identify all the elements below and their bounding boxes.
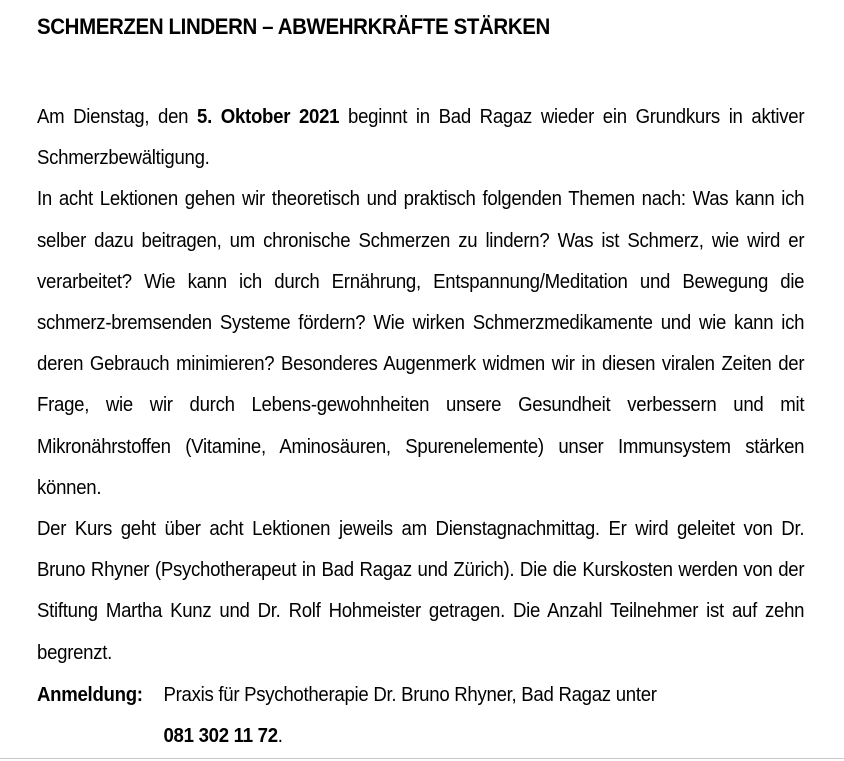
registration-label: Anmeldung: <box>37 684 143 706</box>
intro-paragraph <box>37 97 804 179</box>
registration-phone-line <box>163 716 282 757</box>
course-paragraph: Der Kurs geht über acht Lektionen jeweils am Dienstagnachmittag. Er wird geleitet von Dr. Bruno Rhyner (Psychotherapeut in Bad Ragaz und Zürich). Die die Kurskosten werden von der Stiftung Martha Kunz und Dr. Rolf Hohmeister getragen. Die Anzahl Teilnehmer ist auf zehn begrenzt. <box>37 518 805 664</box>
intro-after-date: beginnt in Bad Ragaz wieder ein Grundkurs in aktiver Schmerzbewältigung. <box>37 106 805 170</box>
course-start-date: 5. Oktober 2021 <box>197 106 340 128</box>
document-body <box>37 97 804 674</box>
registration-text: Praxis für Psychotherapie Dr. Bruno Rhyner, Bad Ragaz unter <box>163 684 657 706</box>
page-bottom-rule <box>0 758 844 759</box>
topics-paragraph: In acht Lektionen gehen wir theoretisch und praktisch folgenden Themen nach: Was kann ich selber dazu beitragen, um chronische Schmerzen zu lindern? Was ist Schmerz, wie wird er verarbeitet? Wie kann ich durch Ernährung, Entspannung/Meditation und Bewegung die schmerz-bremsenden Systeme fördern? Wie wirken Schmerzmedikamente und wie kann ich deren Gebrauch minimieren? Besonderes Augenmerk widmen wir in diesen viralen Zeiten der Frage, wie wir durch Lebens-gewohnheiten unsere Gesundheit verbessern und mit Mikronährstoffen (Vitamine, Aminosäuren, Spurenelemente) unser Immunsystem stärken können. <box>37 188 805 499</box>
intro-before-date: Am Dienstag, den <box>37 106 198 128</box>
registration-phone: 081 302 11 72 <box>163 725 278 747</box>
document-title: SCHMERZEN LINDERN – ABWEHRKRÄFTE STÄRKEN <box>37 14 550 39</box>
registration-phone-suffix: . <box>277 725 283 747</box>
